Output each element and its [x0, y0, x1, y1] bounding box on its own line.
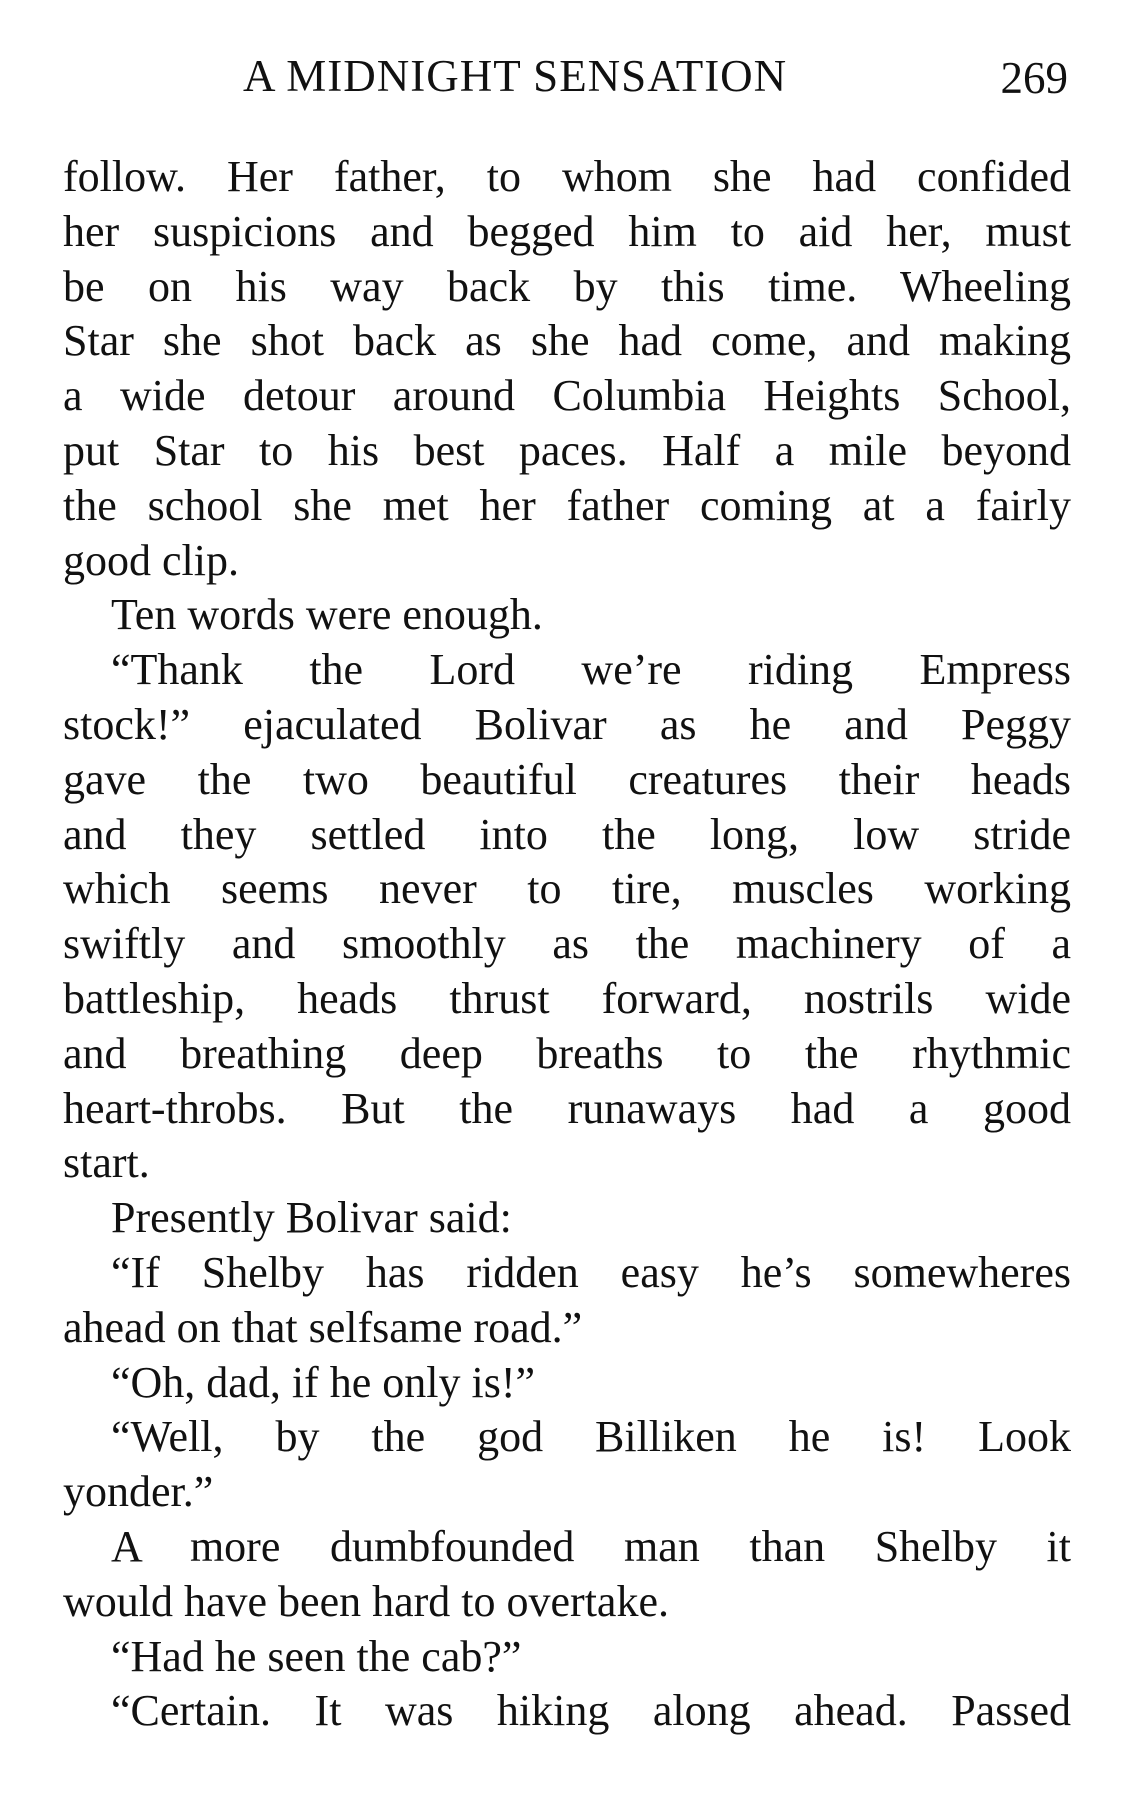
text-line: Star she shot back as she had come, and making: [63, 316, 1071, 366]
text-line: “If Shelby has ridden easy he’s somewheres: [111, 1247, 1071, 1297]
text-line: and breathing deep breaths to the rhythmic: [63, 1028, 1071, 1078]
text-line: A more dumbfounded man than Shelby it: [111, 1521, 1071, 1571]
text-line: ahead on that selfsame road.”: [63, 1302, 583, 1352]
text-line: and they settled into the long, low stride: [63, 809, 1071, 859]
text-line: “Had he seen the cab?”: [111, 1631, 522, 1681]
text-line: good clip.: [63, 535, 239, 585]
text-line: gave the two beautiful creatures their heads: [63, 754, 1071, 804]
text-line: a wide detour around Columbia Heights School,: [63, 371, 1071, 421]
text-line: would have been hard to overtake.: [63, 1576, 669, 1626]
text-line: start.: [63, 1138, 150, 1188]
text-line: Presently Bolivar said:: [111, 1193, 512, 1243]
text-line: stock!” ejaculated Bolivar as he and Peggy: [63, 699, 1071, 749]
body-text: [63, 150, 1071, 1739]
text-line: the school she met her father coming at a fairly: [63, 480, 1071, 530]
text-line: Ten words were enough.: [111, 590, 543, 640]
text-line: follow. Her father, to whom she had confided: [63, 152, 1071, 201]
text-line: swiftly and smoothly as the machinery of a: [63, 919, 1071, 969]
text-line: “Oh, dad, if he only is!”: [111, 1357, 535, 1407]
text-line: “Certain. It was hiking along ahead. Passed: [111, 1686, 1071, 1736]
text-line: be on his way back by this time. Wheeling: [63, 261, 1071, 311]
text-line: which seems never to tire, muscles working: [63, 864, 1071, 914]
page-header: [0, 50, 1131, 110]
text-line: her suspicions and begged him to aid her, must: [63, 206, 1071, 256]
text-line: “Well, by the god Billiken he is! Look: [111, 1412, 1071, 1462]
text-line: put Star to his best paces. Half a mile beyond: [63, 425, 1071, 475]
text-line: battleship, heads thrust forward, nostrils wide: [63, 973, 1071, 1023]
running-head: A MIDNIGHT SENSATION: [243, 51, 788, 101]
text-line: “Thank the Lord we’re riding Empress: [111, 645, 1071, 695]
text-line: yonder.”: [63, 1467, 214, 1517]
text-line: heart-throbs. But the runaways had a good: [63, 1083, 1071, 1133]
page-number: 269: [1000, 53, 1068, 103]
